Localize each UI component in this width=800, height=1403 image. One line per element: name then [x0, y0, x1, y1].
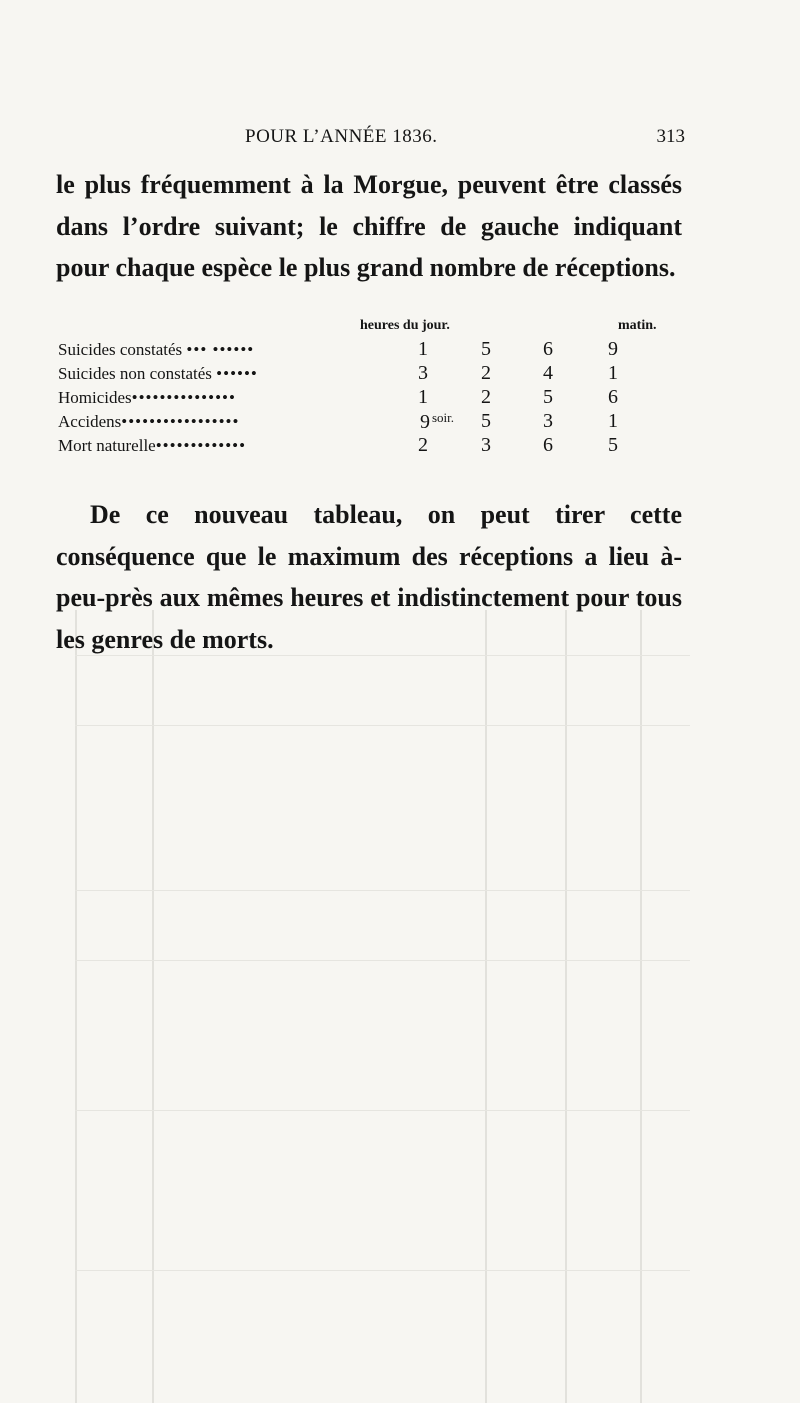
cell-value: 5: [608, 434, 618, 456]
bleed-through-line: [152, 610, 154, 1403]
bleed-through-line: [75, 1110, 690, 1111]
bleed-through-line: [75, 725, 690, 726]
bleed-through-line: [565, 610, 567, 1403]
row-label: Mort naturelle•••••••••••••: [58, 436, 247, 455]
cell-value: 3: [543, 410, 553, 432]
cell-value: 2: [418, 434, 428, 456]
cell-value: 4: [543, 362, 553, 384]
row-label: Accidens•••••••••••••••••: [58, 412, 240, 431]
table-row: [58, 434, 678, 458]
cell-value: 1: [418, 338, 428, 360]
cell-value: 5: [481, 338, 491, 360]
bleed-through-line: [75, 610, 77, 1403]
cell-value: 5: [481, 410, 491, 432]
page-header: [60, 120, 685, 156]
cell-value: 1: [608, 410, 618, 432]
cell-value: 3: [481, 434, 491, 456]
row-label: Suicides constatés ••• ••••••: [58, 340, 255, 359]
bleed-through-line: [640, 610, 642, 1403]
running-title: POUR L’ANNÉE 1836.: [245, 126, 438, 147]
header-matin: matin.: [618, 318, 657, 333]
cell-value: 9 $^{soir.}$: [420, 410, 455, 433]
cell-value: 1: [418, 386, 428, 408]
table-row: [58, 410, 678, 434]
bleed-through-line: [485, 610, 487, 1403]
bleed-through-line: [75, 1270, 690, 1271]
bleed-through-line: [75, 890, 690, 891]
cell-value: 9: [608, 338, 618, 360]
cell-value: 6: [543, 434, 553, 456]
bleed-through-line: [75, 960, 690, 961]
page-number: 313: [656, 126, 685, 147]
row-label: Homicides•••••••••••••••: [58, 388, 236, 407]
table-row: [58, 362, 678, 386]
table-row: [58, 338, 678, 362]
cell-value: 1: [608, 362, 618, 384]
soir-note: soir.: [432, 410, 455, 425]
cell-value: 5: [543, 386, 553, 408]
reception-table: [58, 316, 678, 458]
paragraph-intro: le plus fréquemment à la Morgue, peuvent être classés dans l’ordre suivant; le chiffre de gauche indiquant pour chaque espèce le plus grand nombre de réceptions.: [56, 170, 682, 282]
table-header: [58, 316, 678, 338]
cell-value: 2: [481, 386, 491, 408]
header-heures-du-jour: heures du jour.: [360, 318, 450, 333]
cell-value: 2: [481, 362, 491, 384]
paragraph-conclusion: De ce nouveau tableau, on peut tirer cette conséquence que le maximum des réceptions a lieu à-peu-près aux mêmes heures et indistinctement pour tous les genres de morts.: [56, 500, 682, 654]
cell-value: 6: [543, 338, 553, 360]
table-row: [58, 386, 678, 410]
cell-value: 6: [608, 386, 618, 408]
row-label: Suicides non constatés ••••••: [58, 364, 258, 383]
cell-value: 3: [418, 362, 428, 384]
